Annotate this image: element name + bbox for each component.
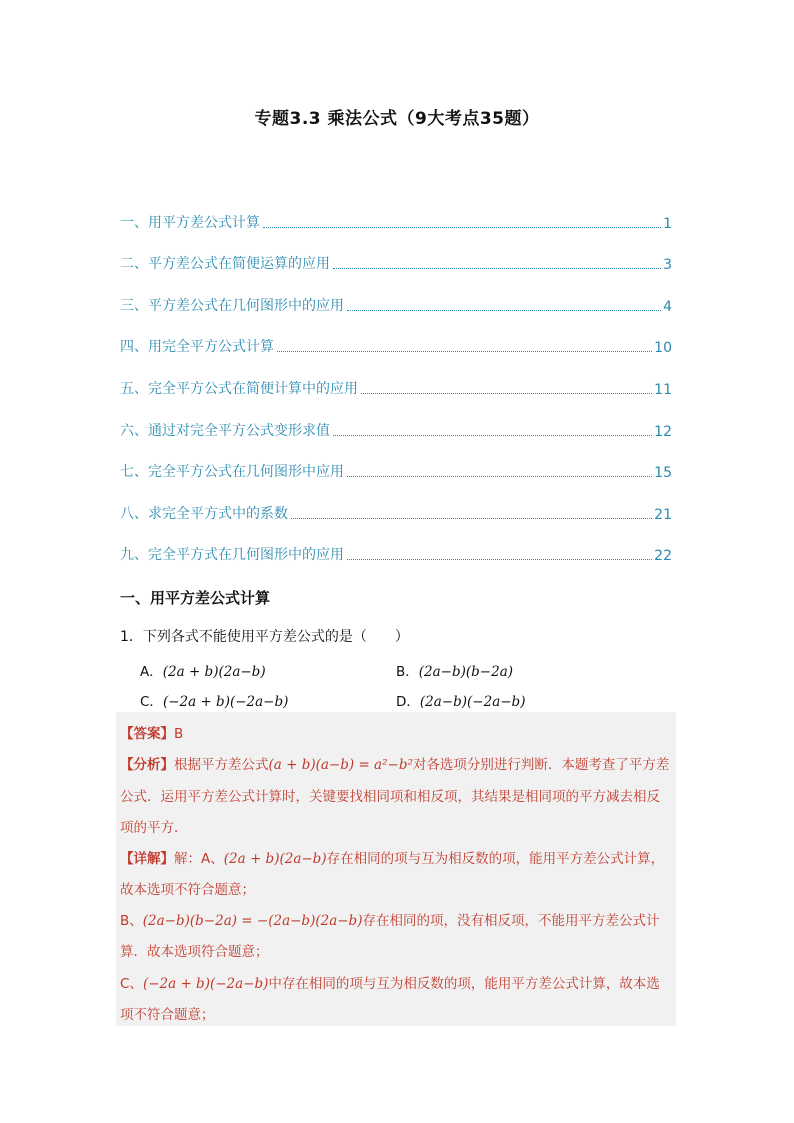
toc-item-label: 七、完全平方公式在几何图形中应用 bbox=[120, 464, 344, 481]
toc-item-page: 1 bbox=[663, 215, 672, 232]
option-letter: B． bbox=[396, 664, 419, 680]
option-a bbox=[140, 660, 266, 680]
detail-expression: (2a−b)(b−2a) = −(2a−b)(2a−b) bbox=[142, 913, 363, 929]
answer-line bbox=[120, 722, 183, 742]
analysis-line-3: 项的平方． bbox=[120, 820, 188, 836]
toc-item-label: 九、完全平方式在几何图形中的应用 bbox=[120, 547, 344, 564]
option-d bbox=[396, 690, 525, 710]
toc-item[interactable] bbox=[120, 398, 672, 440]
toc-item-label: 六、通过对完全平方公式变形求值 bbox=[120, 422, 330, 439]
toc-item-label: 八、求完全平方式中的系数 bbox=[120, 505, 288, 522]
toc-item[interactable] bbox=[120, 190, 672, 232]
detail-text: B、 bbox=[120, 913, 143, 929]
detail-text: 存在相同的项与互为相反数的项，能用平方差公式计算， bbox=[326, 851, 665, 867]
detail-line-6: 项不符合题意； bbox=[120, 1007, 215, 1023]
toc-leader-dots bbox=[347, 309, 661, 311]
toc-item-label: 三、平方差公式在几何图形中的应用 bbox=[120, 297, 344, 314]
section-heading: 一、用平方差公式计算 bbox=[120, 589, 271, 607]
detail-expression: (−2a + b)(−2a−b) bbox=[142, 976, 269, 992]
toc-item-label: 二、平方差公式在简便运算的应用 bbox=[120, 256, 330, 273]
page-title: 专题3.3 乘法公式（9大考点35题） bbox=[254, 109, 540, 129]
detail-line-2: 故本选项不符合题意； bbox=[120, 882, 255, 898]
detail-text: 存在相同的项，没有相反项，不能用平方差公式计 bbox=[362, 913, 660, 929]
toc-item-label: 一、用平方差公式计算 bbox=[120, 214, 260, 231]
toc-item-page: 22 bbox=[654, 548, 672, 565]
detail-text: 解：A、 bbox=[174, 851, 224, 867]
toc-leader-dots bbox=[291, 517, 652, 519]
detail-line-4: 算．故本选项符合题意； bbox=[120, 944, 269, 960]
toc-item[interactable] bbox=[120, 356, 672, 398]
detail-line-1 bbox=[120, 847, 664, 867]
analysis-text: 对各选项分别进行判断．本题考查了平方差 bbox=[412, 757, 670, 773]
analysis-line-1 bbox=[120, 753, 669, 773]
option-c bbox=[140, 690, 288, 710]
option-b bbox=[396, 660, 513, 680]
toc-leader-dots bbox=[347, 558, 652, 560]
toc-item[interactable] bbox=[120, 440, 672, 482]
toc-leader-dots bbox=[333, 434, 652, 436]
toc-item-label: 五、完全平方公式在简便计算中的应用 bbox=[120, 380, 358, 397]
toc-item[interactable] bbox=[120, 232, 672, 274]
toc-item-page: 3 bbox=[663, 257, 672, 274]
question-stem: 1．下列各式不能使用平方差公式的是（ ） bbox=[120, 629, 409, 645]
toc-item-page: 21 bbox=[654, 506, 672, 523]
toc-item[interactable] bbox=[120, 523, 672, 565]
option-letter: D． bbox=[396, 694, 420, 710]
toc-item-page: 11 bbox=[654, 381, 672, 398]
toc-leader-dots bbox=[361, 392, 652, 394]
toc-leader-dots bbox=[277, 350, 652, 352]
detail-line-5 bbox=[120, 972, 660, 992]
detail-line-3 bbox=[120, 909, 659, 929]
detail-text: 中存在相同的项与互为相反数的项，能用平方差公式计算，故本选 bbox=[268, 976, 660, 992]
option-letter: C． bbox=[140, 694, 163, 710]
toc-item-label: 四、用完全平方公式计算 bbox=[120, 339, 274, 356]
detail-expression: (2a + b)(2a−b) bbox=[223, 851, 327, 867]
toc-item[interactable] bbox=[120, 481, 672, 523]
toc-leader-dots bbox=[263, 226, 661, 228]
answer-tag: 【答案】 bbox=[120, 726, 174, 742]
analysis-formula: (a + b)(a−b) = a²−b² bbox=[268, 757, 413, 773]
answer-value: B bbox=[174, 726, 184, 742]
option-expression: (2a−b)(b−2a) bbox=[418, 664, 514, 680]
toc-leader-dots bbox=[347, 475, 652, 477]
analysis-line-2: 公式．运用平方差公式计算时，关键要找相同项和相反项，其结果是相同项的平方减去相反 bbox=[120, 789, 660, 805]
analysis-text: 根据平方差公式 bbox=[174, 757, 269, 773]
detail-text: C、 bbox=[120, 976, 143, 992]
option-expression: (−2a + b)(−2a−b) bbox=[162, 694, 289, 710]
option-expression: (2a + b)(2a−b) bbox=[162, 664, 266, 680]
toc-item-page: 12 bbox=[654, 423, 672, 440]
table-of-contents bbox=[120, 190, 672, 564]
option-letter: A． bbox=[140, 664, 163, 680]
toc-item-page: 15 bbox=[654, 465, 672, 482]
toc-item-page: 10 bbox=[654, 340, 672, 357]
toc-item[interactable] bbox=[120, 273, 672, 315]
analysis-tag: 【分析】 bbox=[120, 757, 174, 773]
toc-item[interactable] bbox=[120, 315, 672, 357]
toc-item-page: 4 bbox=[663, 298, 672, 315]
option-expression: (2a−b)(−2a−b) bbox=[419, 694, 526, 710]
toc-leader-dots bbox=[333, 267, 661, 269]
detail-tag: 【详解】 bbox=[120, 851, 174, 867]
